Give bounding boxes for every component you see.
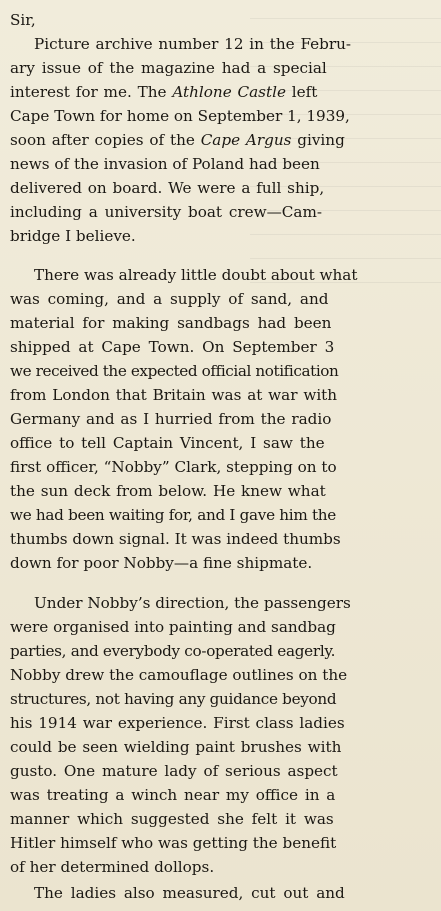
- p1-line-7: delivered on board. We were a full ship,: [10, 179, 325, 197]
- p3-line-11: Hitler himself who was getting the benefit: [10, 834, 337, 852]
- newspaper-name: Cape Argus: [200, 131, 292, 149]
- p3-line-8: gusto. One mature lady of serious aspect: [10, 762, 338, 780]
- p3-line-5: structures, not having any guidance beyond: [10, 690, 337, 708]
- salutation: Sir,: [10, 11, 36, 29]
- p1-line-3: interest for me. The Athlone Castle left: [10, 83, 318, 101]
- p2-line-11: we had been waiting for, and I gave him the: [10, 506, 336, 524]
- p3-line-3: parties, and everybody co-operated eagerly.: [10, 642, 336, 660]
- p4-line-1: The ladies also measured, cut out and: [34, 884, 345, 902]
- p1-line-1: Picture archive number 12 in the Febru-: [34, 35, 352, 53]
- p2-line-7: Germany and as I hurried from the radio: [10, 410, 332, 428]
- p3-line-4: Nobby drew the camouflage outlines on the: [10, 666, 348, 684]
- p2-line-13: down for poor Nobby—a fine shipmate.: [10, 554, 313, 572]
- p2-line-1: There was already little doubt about what: [34, 266, 358, 284]
- p3-line-10: manner which suggested she felt it was: [10, 810, 334, 828]
- p2-line-6: from London that Britain was at war with: [10, 386, 338, 404]
- p1-line-8: including a university boat crew—Cam-: [10, 203, 322, 221]
- p2-line-5: we received the expected official notification: [10, 362, 339, 380]
- p2-line-2: was coming, and a supply of sand, and: [10, 290, 329, 308]
- p2-line-8: office to tell Captain Vincent, I saw the: [10, 434, 325, 452]
- p2-line-9: first officer, “Nobby” Clark, stepping on to: [10, 458, 337, 476]
- p2-line-12: thumbs down signal. It was indeed thumbs: [10, 530, 341, 548]
- p3-line-9: was treating a winch near my office in a: [10, 786, 336, 804]
- p1-line-2: ary issue of the magazine had a special: [10, 59, 327, 77]
- p2-line-4: shipped at Cape Town. On September 3: [10, 338, 335, 356]
- ship-name: Athlone Castle: [172, 83, 286, 101]
- p1-line-9: bridge I believe.: [10, 227, 136, 245]
- p1-line-4: Cape Town for home on September 1, 1939,: [10, 107, 350, 125]
- p2-line-10: the sun deck from below. He knew what: [10, 482, 326, 500]
- p3-line-12: of her determined dollops.: [10, 858, 215, 876]
- p3-line-1: Under Nobby’s direction, the passengers: [34, 594, 351, 612]
- p3-line-2: were organised into painting and sandbag: [10, 618, 336, 636]
- p3-line-7: could be seen wielding paint brushes with: [10, 738, 342, 756]
- p2-line-3: material for making sandbags had been: [10, 314, 332, 332]
- p1-line-5: soon after copies of the Cape Argus giving: [10, 131, 345, 149]
- p3-line-6: his 1914 war experience. First class ladies: [10, 714, 345, 732]
- p1-line-6: news of the invasion of Poland had been: [10, 155, 320, 173]
